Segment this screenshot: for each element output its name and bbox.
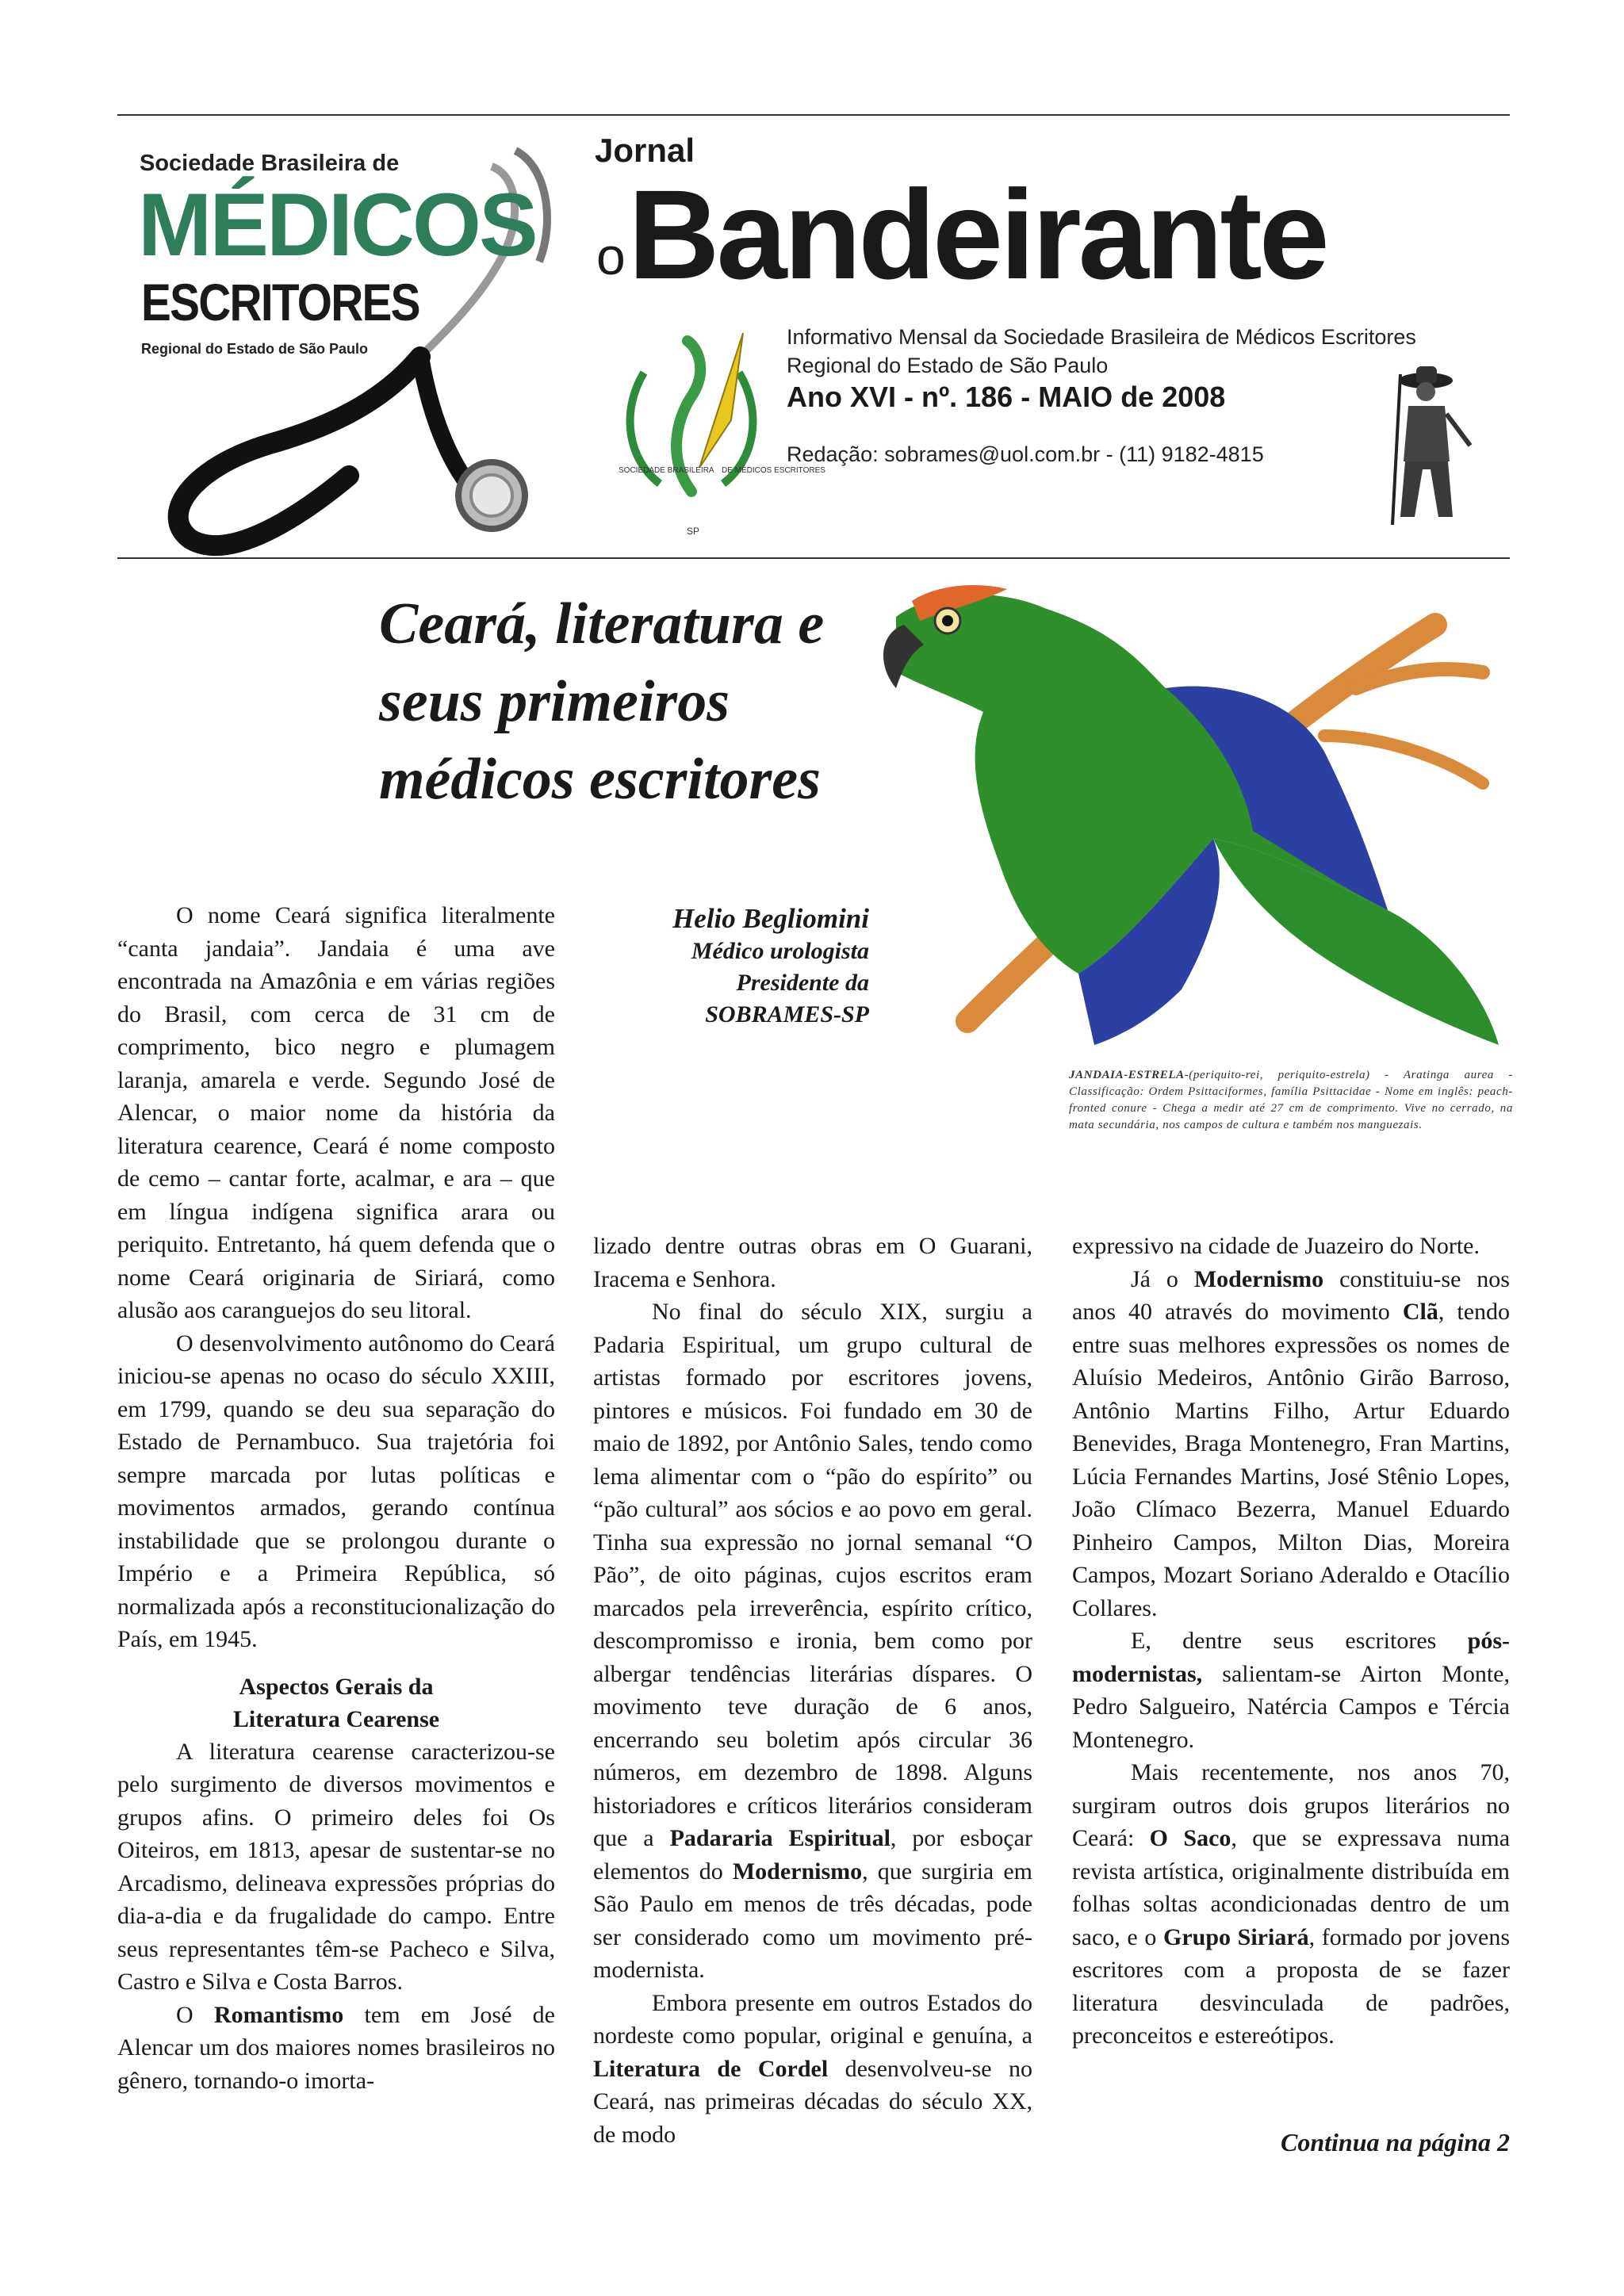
text-run: E, dentre seus escritores: [1131, 1628, 1468, 1654]
text-run: O: [176, 2001, 214, 2028]
author-name: Helio Begliomini: [672, 903, 869, 934]
emblem-bottom-text: SP: [687, 526, 700, 537]
bold-term: Modernismo: [732, 1858, 863, 1885]
emblem-right-text: DE MÉDICOS ESCRITORES: [722, 466, 825, 475]
caption-text: -(periquito-rei, periquito-estrela) - Aratinga aurea - Classificação: Ordem Psittaciformes, família Psittacidae - Nome em inglês: peach-fronted conure - Chega a medir até 27 cm de comprimento. Vive no cerrado, na mata secundária, nos campos de cultura e também nos manguezais.: [1069, 1069, 1513, 1131]
text-run: Mais recentemente, nos anos 70, surgiram outros dois grupos literários no Ceará:: [1072, 1759, 1510, 1851]
issue-label: Ano XVI - nº. 186 - MAIO de 2008: [787, 381, 1226, 413]
column-2: [593, 1230, 1032, 2151]
col2-paragraph-1: lizado dentre outras obras em O Guarani, Iracema e Senhora.: [593, 1233, 1032, 1292]
col1-paragraph-4: [117, 1999, 555, 2098]
article-byline: [555, 902, 869, 1031]
col1-paragraph-1: O nome Ceará significa literalmente “canta jandaia”. Jandaia é uma ave encontrada na Amazônia e em várias regiões do Brasil, com cerca de 31 cm de comprimento, bico negro e plumagem laranja, amarela e verde. Segundo José de Alencar, o maior nome da história da literatura cearence, Ceará é nome composto de cemo – cantar forte, acalmar, e ara – que em língua indígena significa arara ou periquito. Entretanto, há quem defenda que o nome Ceará originaria de Siriará, como alusão aos caranguejos do seu litoral.: [117, 902, 555, 1323]
author-role-3: SOBRAMES-SP: [705, 1001, 869, 1027]
info-line-2: Regional do Estado de São Paulo: [787, 354, 1109, 377]
bold-term: Clã: [1402, 1299, 1438, 1325]
bold-term: Romantismo: [213, 2001, 344, 2028]
top-rule: [117, 114, 1510, 116]
col3-paragraph-3: [1072, 1624, 1510, 1756]
section-heading-line-1: Aspectos Gerais da: [239, 1673, 434, 1700]
text-run: desenvolveu-se no Ceará, nas primeiras décadas do século XX, de modo: [593, 2055, 1032, 2148]
newspaper-title: Bandeirante: [628, 163, 1327, 305]
text-run: , que se expressava numa revista artística, originalmente distribuída em folhas soltas acondicionadas dentro de um saco, e o: [1072, 1825, 1511, 1950]
text-run: Já o: [1131, 1265, 1194, 1292]
caption-title: JANDAIA-ESTRELA: [1069, 1069, 1185, 1081]
author-role-1: Médico urologista: [691, 938, 869, 964]
col1-paragraph-3: A literatura cearense caracterizou-se pelo surgimento de diversos movimentos e grupos afins. O primeiro deles foi Os Oiteiros, em 1813, apesar de sustentar-se no Arcadismo, delineava expressões próprias do dia-a-dia e da frugalidade do campo. Entre seus representantes têm-se Pacheco e Silva, Castro e Silva e Costa Barros.: [117, 1738, 555, 1995]
section-heading: [117, 1670, 555, 1735]
col2-paragraph-2: [593, 1295, 1032, 1987]
bold-term: pós-modernistas,: [1072, 1628, 1510, 1687]
title-article-o: o: [596, 227, 626, 285]
section-heading-line-2: Literatura Cearense: [232, 1705, 440, 1732]
text-run: , que surgiria em São Paulo em menos de três décadas, pode ser considerado como um movimento pré-modernista.: [593, 1858, 1032, 1983]
headline-line-3: médicos escritores: [379, 747, 821, 812]
text-run: constituiu-se nos anos 40 através do movimento: [1072, 1265, 1510, 1325]
info-line-1: Informativo Mensal da Sociedade Brasileira de Médicos Escritores: [787, 325, 1416, 349]
text-run: salientam-se Airton Monte, Pedro Salgueiro, Natércia Campos e Tércia Montenegro.: [1072, 1660, 1510, 1753]
headline-line-1: Ceará, literatura e: [379, 591, 825, 656]
parrot-caption: [1069, 1067, 1513, 1134]
column-3: [1072, 1230, 1510, 2053]
text-run: , por esboçar elementos do: [593, 1825, 1032, 1885]
headline-line-2: seus primeiros: [379, 669, 730, 734]
masthead-bottom-rule: [117, 557, 1510, 559]
sobrames-emblem-icon: [612, 325, 825, 544]
text-run: , formado por jovens escritores com a proposta de se fazer literatura desvinculada de padrões, preconceitos e estereótipos.: [1072, 1923, 1510, 2049]
jandaia-parrot-illustration: [880, 577, 1515, 1069]
bold-term: Literatura de Cordel: [593, 2055, 829, 2082]
col3-paragraph-2: [1072, 1263, 1510, 1625]
text-run: , tendo entre suas melhores expressões os nomes de Aluísio Medeiros, Antônio Girão Barroso, Antônio Martins Filho, Artur Eduardo Benevides, Braga Montenegro, Fran Martins, Lúcia Fernandes Martins, José Stênio Lopes, João Clímaco Bezerra, Manuel Eduardo Pinheiro Campos, Milton Dias, Moreira Campos, Mozart Soriano Aderaldo e Otacílio Collares.: [1072, 1299, 1511, 1621]
bold-term: O Saco: [1149, 1825, 1231, 1851]
author-role-2: Presidente da: [736, 970, 869, 996]
bandeirante-figure-icon: [1377, 358, 1480, 531]
logo-regional-text: Regional do Estado de São Paulo: [141, 341, 369, 357]
article-headline: [379, 585, 894, 818]
emblem-left-text: SOCIEDADE BRASILEIRA: [619, 466, 714, 475]
logo-society-text: Sociedade Brasileira de: [140, 151, 400, 176]
bold-term: Grupo Siriará: [1163, 1923, 1309, 1950]
jornal-label: Jornal: [595, 132, 695, 169]
redacao-contact: Redação: sobrames@uol.com.br - (11) 9182-4815: [787, 442, 1264, 466]
col1-paragraph-2: O desenvolvimento autônomo do Ceará iniciou-se apenas no ocaso do século XXIII, em 1799, quando se deu sua separação do Estado de Pernambuco. Sua trajetória foi sempre marcada por lutas políticas e movimentos armados, gerando contínua instabilidade que se prolongou durante o Império e a Primeira República, só normalizada após a reconstitucionalização do País, em 1945.: [117, 1330, 555, 1652]
logo-escritores-text: ESCRITORES: [141, 273, 419, 331]
col3-paragraph-1: expressivo na cidade de Juazeiro do Norte.: [1072, 1233, 1480, 1259]
bold-term: Modernismo: [1193, 1265, 1324, 1292]
col2-paragraph-3: [593, 1987, 1032, 2152]
continue-on-page-link[interactable]: Continua na página 2: [1281, 2128, 1510, 2156]
bold-term: Padararia Espiritual: [669, 1825, 891, 1851]
col3-paragraph-4: [1072, 1756, 1510, 2053]
text-run: Embora presente em outros Estados do nordeste como popular, original e genuína, a: [593, 1989, 1032, 2049]
column-1: [117, 899, 555, 2097]
logo-medicos-text: MÉDICOS: [138, 175, 536, 274]
text-run: No final do século XIX, surgiu a Padaria Espiritual, um grupo cultural de artistas formado por escritores jovens, pintores e músicos. Foi fundado em 30 de maio de 1892, por Antônio Sales, tendo como lema alimentar com o “pão do espírito” ou “pão cultural” aos sócios e ao povo em geral. Tinha sua expressão no jornal semanal “O Pão”, de oito páginas, cujos escritos eram marcados pela irreverência, espírito crítico, descompromisso e ironia, bem como por albergar tendências literárias díspares. O movimento teve duração de 6 anos, encerrando seu boletim após circular 36 números, em dezembro de 1898. Alguns historiadores e críticos literários consideram que a: [593, 1299, 1032, 1851]
text-run: tem em José de Alencar um dos maiores nomes brasileiros no gênero, tornando-o imorta-: [117, 2001, 555, 2094]
